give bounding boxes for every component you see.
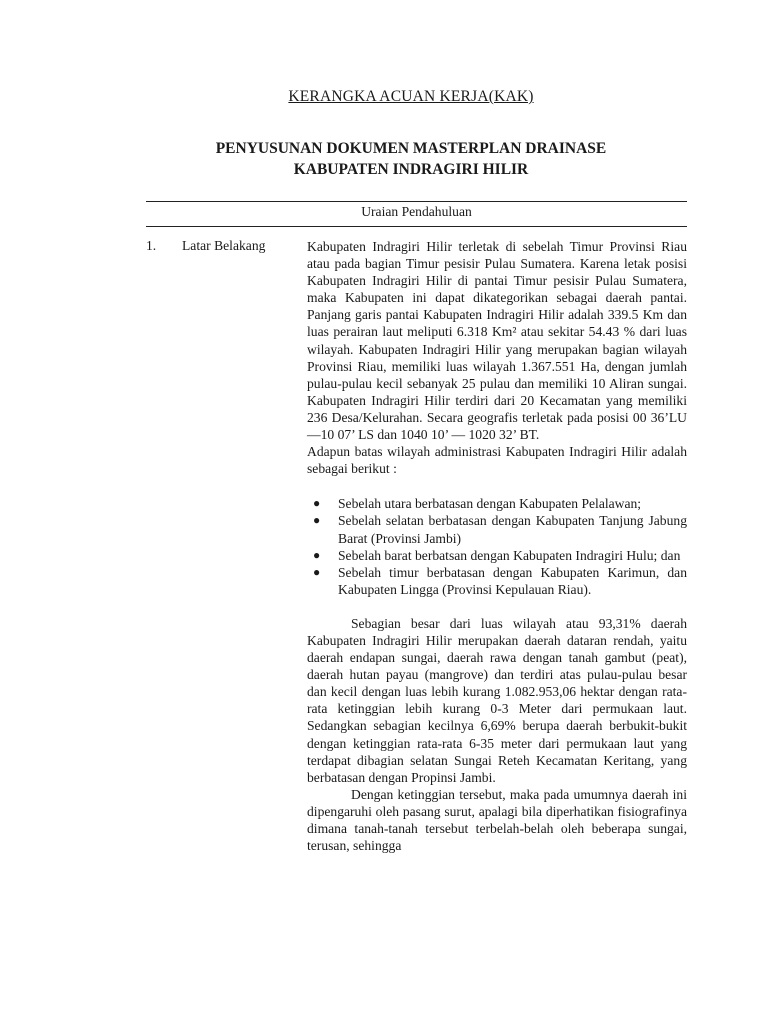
list-item — [307, 495, 687, 512]
paragraph-boundaries-intro: Adapun batas wilayah administrasi Kabupaten Indragiri Hilir adalah sebagai berikut : — [307, 444, 687, 477]
list-item-text: Sebelah utara berbatasan dengan Kabupaten Pelalawan; — [338, 496, 642, 512]
table-header-rule — [146, 226, 687, 227]
table-top-rule — [146, 201, 687, 202]
item-number: 1. — [146, 238, 157, 253]
bullet-icon: ● — [313, 547, 321, 562]
subtitle-line-1: PENYUSUNAN DOKUMEN MASTERPLAN DRAINASE — [215, 140, 607, 157]
paragraph-lowland: Sebagian besar dari luas wilayah atau 93,31% daerah Kabupaten Indragiri Hilir merupakan daerah dataran rendah, yaitu daerah endapan sungai, daerah rawa dengan tanah gambut (peat), daerah hutan payau (mangrove) dan terdiri atas pulau-pulau besar dan kecil dengan luas lebih kurang 1.082.953,06 hektar dengan rata-rata ketinggian lebih kurang 0-3 Meter dari permukaan laut. Sedangkan sebagian kecilnya 6,69% berupa daerah berbukit-bukit dengan ketinggian rata-rata 6-35 meter dari permukaan laut yang terdapat dibagian selatan Sungai Reteh Kecamatan Keritang, yang berbatasan dengan Propinsi Jambi. — [307, 615, 687, 785]
list-item-text: Sebelah timur berbatasan dengan Kabupaten Karimun, dan Kabupaten Lingga (Provinsi Kepulauan Riau). — [338, 564, 687, 597]
section-header: Uraian Pendahuluan — [361, 204, 472, 219]
item-label: Latar Belakang — [182, 238, 266, 253]
list-item — [307, 564, 687, 598]
document-title: KERANGKA ACUAN KERJA(KAK) — [288, 88, 534, 105]
list-item — [307, 512, 687, 546]
bullet-icon: ● — [313, 513, 321, 528]
list-item — [307, 547, 687, 564]
item-body — [307, 238, 687, 854]
document-subtitle — [0, 138, 768, 180]
bullet-icon: ● — [313, 496, 321, 511]
paragraph-tidal: Dengan ketinggian tersebut, maka pada umumnya daerah ini dipengaruhi oleh pasang surut, apalagi bila diperhatikan fisiografinya dimana tanah-tanah tersebut terbelah-belah oleh beberapa sungai, terusan, sehingga — [307, 786, 687, 854]
list-item-text: Sebelah barat berbatsan dengan Kabupaten Indragiri Hulu; dan — [338, 547, 681, 563]
paragraph-location: Kabupaten Indragiri Hilir terletak di sebelah Timur Provinsi Riau atau pada bagian Timur pesisir Pulau Sumatera. Karena letak posisi Kabupaten Indragiri Hilir di pantai Timur pesisir Pulau Sumatera, maka Kabupaten ini dapat dikategorikan sebagai daerah pantai. Panjang garis pantai Kabupaten Indragiri Hilir adalah 339.5 Km dan luas perairan laut meliputi 6.318 Km² atau sekitar 54.43 % dari luas wilayah. Kabupaten Indragiri Hilir yang merupakan bagian wilayah Provinsi Riau, memiliki luas wilayah 1.367.551 Ha, dengan jumlah pulau-pulau kecil sebanyak 25 pulau dan memiliki 10 Aliran sungai. Kabupaten Indragiri Hilir terdiri dari 20 Kecamatan yang memiliki 236 Desa/Kelurahan. Secara geografis terletak pada posisi 00 36’LU —10 07’ LS dan 1040 10’ — 1020 32’ BT. — [307, 239, 687, 443]
subtitle-line-2: KABUPATEN INDRAGIRI HILIR — [293, 161, 529, 178]
list-item-text: Sebelah selatan berbatasan dengan Kabupaten Tanjung Jabung Barat (Provinsi Jambi) — [338, 513, 687, 546]
bullet-icon: ● — [313, 564, 321, 579]
boundary-list — [307, 495, 687, 598]
